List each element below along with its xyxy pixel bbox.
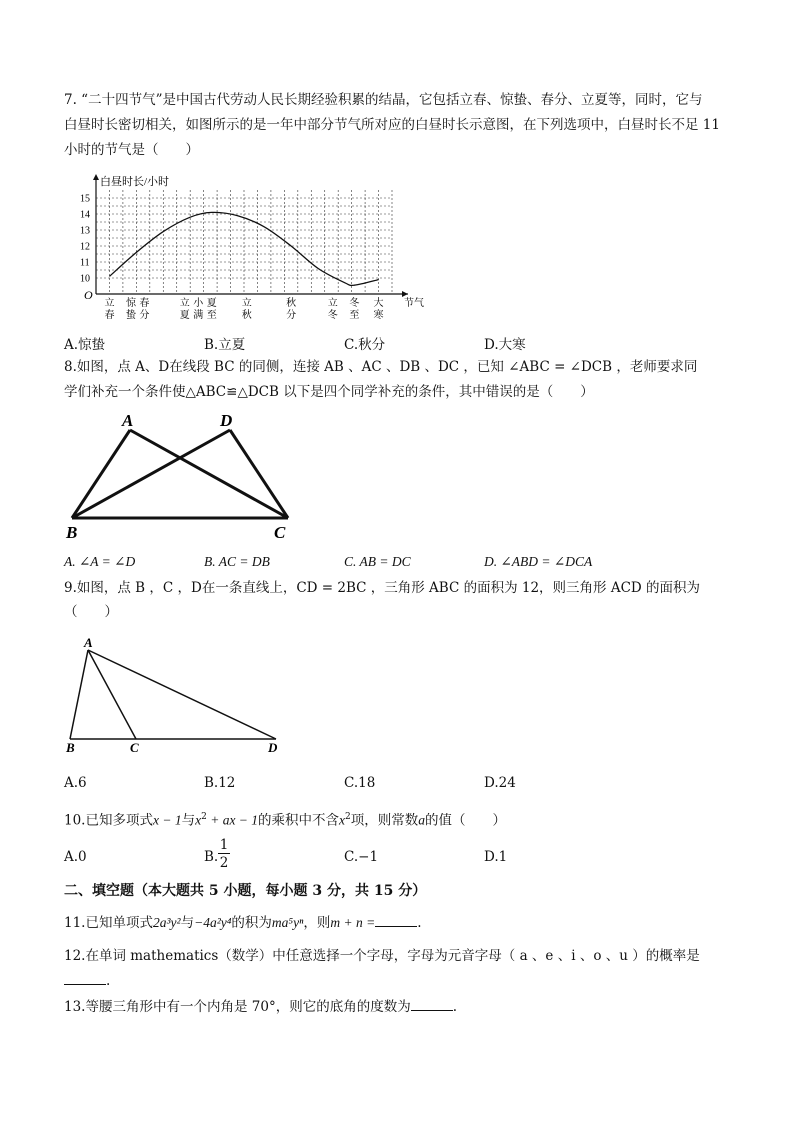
q7-option-c: C.秋分 <box>344 337 386 353</box>
x-tick-label: 秋 <box>286 298 297 309</box>
q13-suffix: . <box>452 999 457 1015</box>
y-tick-label: 13 <box>80 225 90 237</box>
q8-text-line1: 8.如图，点 A、D在线段 BC 的同侧，连接 AB 、AC 、DB 、DC ，已知 ∠ABC = ∠DCB ，老师要求同 <box>64 359 698 375</box>
label-a: A <box>122 411 134 430</box>
q9-option-c: C.18 <box>344 775 376 791</box>
q9-text-line2: （ ） <box>64 604 118 620</box>
q10-poly1: x − 1 <box>152 812 182 828</box>
q7-text-line2: 白昼时长密切相关，如图所示的是一年中部分节气所对应的白昼时长示意图，在下列选项中，白昼时长不足 11 <box>64 117 720 133</box>
y-axis-arrow <box>93 174 99 180</box>
q9-option-a: A.6 <box>64 775 87 791</box>
q10-poly2-a: x <box>195 812 202 828</box>
q9-figure <box>60 632 290 756</box>
x-tick-label: 小 <box>193 298 204 309</box>
chart-grid <box>96 190 392 294</box>
label-b: B <box>66 740 75 755</box>
x-tick-label: 分 <box>139 310 150 321</box>
label-b: B <box>66 523 78 542</box>
x-tick-label: 立 <box>179 298 190 309</box>
q11-prefix: 11.已知单项式 <box>64 915 153 931</box>
x-tick-label: 立 <box>241 298 252 309</box>
q7-text-line3: 小时的节气是（ ） <box>64 142 199 158</box>
q11-expression: m + n = <box>330 915 376 930</box>
q10-option-b-numerator: 1 <box>219 837 229 853</box>
q8-option-d: D. ∠ABD = ∠DCA <box>484 554 593 569</box>
x-tick-label: 冬 <box>327 310 338 321</box>
q10-option-c: C.−1 <box>344 849 379 865</box>
q10-term: x <box>339 812 346 828</box>
x-tick-label: 至 <box>349 310 360 321</box>
q9-text-line1: 9.如图，点 B ，C ，D在一条直线上，CD = 2BC ，三角形 ABC 的面积为 12，则三角形 ACD 的面积为 <box>64 580 701 596</box>
segment-dc <box>230 430 288 518</box>
q11-mid3: ，则 <box>303 915 331 931</box>
q12-text-line2 <box>64 969 110 994</box>
q7-option-d: D.大寒 <box>484 337 526 353</box>
x-axis-arrow <box>402 291 408 297</box>
chart-origin-label: O <box>84 288 93 302</box>
x-tick-label: 春 <box>104 310 115 321</box>
q11-answer-blank <box>375 912 417 927</box>
q8-figure <box>60 408 310 546</box>
y-tick-label: 11 <box>80 257 90 269</box>
q7-option-a: A.惊蛰 <box>64 337 106 353</box>
q8-option-c: C. AB = DC <box>344 554 411 569</box>
q10-option-b-prefix: B. <box>204 849 219 865</box>
x-tick-label: 蛰 <box>125 310 136 321</box>
segment-ab <box>70 650 88 739</box>
q11-text <box>64 910 422 936</box>
x-tick-label: 秋 <box>241 310 252 321</box>
x-tick-label: 惊 <box>125 298 136 309</box>
y-tick-label: 12 <box>80 241 90 253</box>
x-tick-label: 夏 <box>206 298 217 309</box>
x-tick-label: 春 <box>139 298 150 309</box>
q7-text-line1: 7. “二十四节气”是中国古代劳动人民长期经验积累的结晶，它包括立春、惊蛰、春分、立夏等，同时，它与 <box>64 92 703 108</box>
q8-option-a: A. ∠A = ∠D <box>64 554 136 569</box>
q10-option-b-denominator: 2 <box>219 855 229 871</box>
q10-mid3: 项，则常数 <box>350 812 419 829</box>
x-tick-label: 寒 <box>373 310 384 321</box>
q12-suffix: . <box>106 973 111 989</box>
q12-answer-blank <box>64 970 106 985</box>
label-d: D <box>268 740 278 755</box>
x-tick-label: 满 <box>193 310 204 321</box>
q10-suffix: 的值（ ） <box>425 812 507 829</box>
q9-option-d: D.24 <box>484 775 516 791</box>
daylight-chart <box>60 172 440 328</box>
q11-mid2: 的积为 <box>231 915 272 931</box>
segment-ad <box>88 650 276 739</box>
q10-mid1: 与 <box>181 812 196 829</box>
chart-x-axis-label: 节气 <box>404 298 424 309</box>
q11-monomial-2: −4a²y⁴ <box>194 915 232 930</box>
x-tick-label: 大 <box>373 298 384 309</box>
q11-product: ma⁵yⁿ <box>271 915 304 930</box>
x-tick-label: 分 <box>286 310 297 321</box>
q7-option-b: B.立夏 <box>204 337 246 353</box>
chart-axes <box>93 174 408 297</box>
x-tick-label: 至 <box>206 310 217 321</box>
q13-answer-blank <box>411 996 453 1011</box>
q10-term-exp: 2 <box>345 812 351 822</box>
x-tick-label: 冬 <box>349 298 360 309</box>
q9-option-b: B.12 <box>204 775 236 791</box>
y-tick-label: 10 <box>80 273 90 285</box>
q13-prefix: 13.等腰三角形中有一个内角是 70°，则它的底角的度数为 <box>64 999 411 1015</box>
label-c: C <box>130 740 139 755</box>
q10-poly2-b: + ax − 1 <box>206 812 259 828</box>
section-2-title: 二、填空题（本大题共 5 小题，每小题 3 分，共 15 分） <box>64 883 427 899</box>
label-a: A <box>84 635 93 650</box>
q8-text-line2: 学们补充一个条件使△ABC≌△DCB 以下是四个同学补充的条件，其中错误的是（ ） <box>64 384 594 400</box>
y-tick-label: 15 <box>80 193 90 205</box>
q8-option-b: B. AC = DB <box>204 554 270 569</box>
q10-prefix: 10.已知多项式 <box>64 812 153 829</box>
q13-text <box>64 995 457 1020</box>
chart-ticks <box>80 194 90 285</box>
q12-text-line1: 12.在单词 mathematics（数学）中任意选择一个字母，字母为元音字母（ a 、e 、i 、o 、u ）的概率是 <box>64 948 700 964</box>
chart-x-labels <box>104 296 383 321</box>
q10-text <box>64 805 506 834</box>
segment-ab <box>72 430 130 518</box>
q10-mid2: 的乘积中不含 <box>258 812 340 829</box>
label-d: D <box>220 411 233 430</box>
q10-option-a: A.0 <box>64 849 87 865</box>
q11-monomial-1: 2a³y² <box>152 915 181 930</box>
x-tick-label: 立 <box>104 298 115 309</box>
q11-suffix: . <box>417 915 422 931</box>
q10-poly2-exp: 2 <box>201 812 207 822</box>
label-c: C <box>274 523 286 542</box>
q11-mid1: 与 <box>180 915 195 931</box>
q10-var: a <box>418 812 426 828</box>
x-tick-label: 立 <box>327 298 338 309</box>
y-tick-label: 14 <box>80 209 90 221</box>
q10-option-d: D.1 <box>484 849 508 865</box>
x-tick-label: 夏 <box>179 310 190 321</box>
segment-ac <box>88 650 136 739</box>
chart-y-axis-label: 白昼时长/小时 <box>100 176 170 188</box>
